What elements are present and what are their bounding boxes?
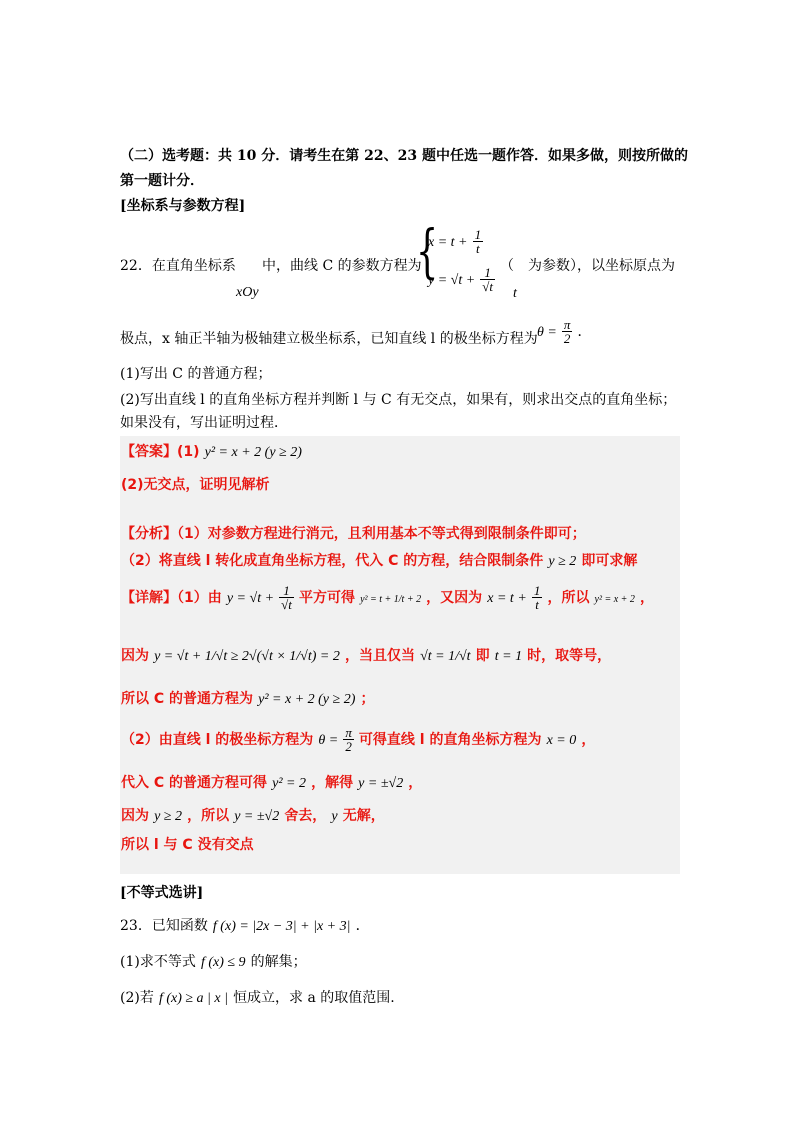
so-line	[121, 688, 374, 708]
q23-sub2-text-a: (2)若	[120, 990, 154, 1006]
q23-prefix: 23．已知函数	[120, 918, 208, 934]
part2-line	[121, 726, 595, 753]
fraction-denominator: √t	[281, 597, 292, 612]
analysis-text-a: （2）将直线 l 转化成直角坐标方程，代入 C 的方程，结合限制条件	[121, 553, 544, 569]
q23-sub1-text-b: 的解集；	[250, 954, 307, 970]
intro-line-1: （二）选考题：共 10 分．请考生在第 22、23 题中任选一题作答．如果多做，则按所做的	[120, 148, 688, 164]
q22-line-2: 极点，x 轴正半轴为极轴建立极坐标系，已知直线 l 的极坐标方程为	[120, 331, 538, 347]
so-math: y² = x + 2 (y ≥ 2)	[258, 692, 356, 707]
substitute-line	[121, 772, 422, 792]
fraction-denominator: t	[476, 241, 480, 256]
detail-text-d: ，所以	[547, 590, 590, 606]
detail-text-e: ，	[640, 590, 655, 606]
so-text-a: 所以 C 的普通方程为	[121, 691, 254, 707]
detail-text-c: ，又因为	[426, 590, 483, 606]
analysis-line-1: 【分析】（1）对参数方程进行消元，且利用基本不等式得到限制条件即可；	[121, 526, 586, 542]
part2-theta: θ =	[318, 733, 339, 748]
param-eq-2	[428, 266, 495, 293]
because-text-d: 时，取等号，	[527, 648, 612, 664]
because-math-2: √t = 1/√t	[420, 649, 471, 664]
fraction-numerator: π	[563, 317, 571, 332]
section-heading-inequality: [不等式选讲]	[120, 885, 204, 901]
fraction-numerator: 1	[279, 584, 294, 598]
detail-text-b: 平方可得	[298, 590, 355, 606]
section-heading-coordinates: [坐标系与参数方程]	[120, 198, 246, 214]
so-text-b: ；	[360, 691, 375, 707]
fraction-numerator: 1	[474, 227, 482, 242]
because-math-1: y = √t + 1/√t ≥ 2√(√t × 1/√t) = 2	[154, 649, 340, 664]
q22-mid: 中，曲线 C 的参数方程为	[262, 258, 422, 274]
q23-sub1-math: f (x) ≤ 9	[200, 955, 246, 970]
fraction-numerator: 1	[533, 583, 541, 598]
q22-prefix: 22．在直角坐标系	[120, 258, 236, 274]
discard-math-2: y = ±√2	[234, 809, 280, 824]
answer-math-1: y² = x + 2 (y ≥ 2)	[204, 445, 302, 460]
detail-math-2: y² = t + 1/t + 2	[360, 594, 422, 605]
param-eq-1-lhs: x = t +	[428, 235, 468, 250]
q23-sub-1	[120, 951, 307, 971]
param-eq-1-fraction	[473, 228, 484, 255]
part2-text-c: ，	[581, 732, 596, 748]
param-eq-2-fraction	[480, 266, 495, 293]
because-text-c: 即	[475, 648, 490, 664]
detail-math-3: x = t +	[487, 591, 527, 606]
discard-line	[121, 805, 385, 825]
part2-fraction	[343, 726, 354, 753]
param-eq-2-lhs: y = √t +	[428, 273, 476, 288]
part2-text-a: （2）由直线 l 的极坐标方程为	[121, 732, 314, 748]
fraction-denominator: √t	[482, 279, 494, 294]
q23-function: f (x) = |2x − 3| + |x + 3|	[212, 919, 351, 934]
system-brace: {	[416, 217, 439, 285]
substitute-math-2: y = ±√2	[358, 776, 404, 791]
answer-label: 【答案】(1)	[121, 444, 200, 460]
fraction-denominator: t	[535, 597, 539, 612]
q23-sub1-text-a: (1)求不等式	[120, 954, 196, 970]
because-line	[121, 645, 611, 665]
part2-math: x = 0	[546, 733, 577, 748]
intro-line-2: 第一题计分．	[120, 173, 204, 189]
detail-fraction-1	[279, 584, 294, 611]
substitute-text-a: 代入 C 的普通方程可得	[121, 775, 268, 791]
q22-xoy: xOy	[236, 285, 259, 300]
q23-sub2-text-b: 恒成立，求 a 的取值范围.	[233, 990, 395, 1006]
q22-sub-2-line-1: (2)写出直线 l 的直角坐标方程并判断 l 与 C 有无交点，如果有，则求出交点的直角坐标；	[120, 392, 677, 408]
q23-line	[120, 915, 370, 935]
detail-text-a: 【详解】（1）由	[121, 590, 222, 606]
discard-text-c: 舍去，	[284, 808, 327, 824]
discard-math-3: y	[331, 809, 338, 824]
q22-sub-1: (1)写出 C 的普通方程；	[120, 366, 272, 382]
substitute-math-1: y² = 2	[272, 776, 306, 791]
q22-t-label: t	[513, 286, 517, 301]
answer-part-2: (2)无交点，证明见解析	[121, 477, 270, 493]
detail-math-1: y = √t +	[226, 591, 275, 606]
detail-math-4: y² = x + 2	[594, 594, 635, 605]
analysis-text-b: 即可求解	[581, 553, 638, 569]
fraction-denominator: 2	[563, 331, 571, 346]
period: ．	[355, 918, 370, 934]
analysis-math: y ≥ 2	[548, 554, 577, 569]
substitute-text-b: ，解得	[311, 775, 354, 791]
because-text-b: ，当且仅当	[344, 648, 415, 664]
final-conclusion: 所以 l 与 C 没有交点	[121, 837, 254, 853]
part2-text-b: 可得直线 l 的直角坐标方程为	[358, 732, 542, 748]
q22-sub-2-line-2: 如果没有，写出证明过程．	[120, 415, 288, 431]
q23-sub-2	[120, 987, 395, 1007]
detail-fraction-3	[532, 584, 543, 611]
param-eq-1	[428, 228, 483, 255]
fraction-denominator: 2	[345, 739, 352, 754]
analysis-line-2	[121, 550, 637, 570]
fraction-numerator: π	[345, 725, 352, 740]
answer-line	[121, 441, 302, 461]
theta-fraction	[562, 318, 573, 345]
period: ．	[577, 324, 592, 340]
q22-param-note: （ 为参数），以坐标原点为	[500, 258, 675, 274]
theta-eq	[537, 318, 592, 345]
because-text-a: 因为	[121, 648, 149, 664]
theta-lhs: θ =	[537, 325, 557, 340]
discard-text-a: 因为	[121, 808, 149, 824]
substitute-text-c: ，	[408, 775, 423, 791]
q23-sub2-math: f (x) ≥ a | x |	[158, 991, 228, 1006]
detail-line-1	[121, 584, 654, 611]
discard-text-d: 无解，	[342, 808, 385, 824]
fraction-numerator: 1	[480, 266, 495, 280]
discard-text-b: ，所以	[187, 808, 230, 824]
because-math-3: t = 1	[494, 649, 523, 664]
discard-math-1: y ≥ 2	[154, 809, 182, 824]
